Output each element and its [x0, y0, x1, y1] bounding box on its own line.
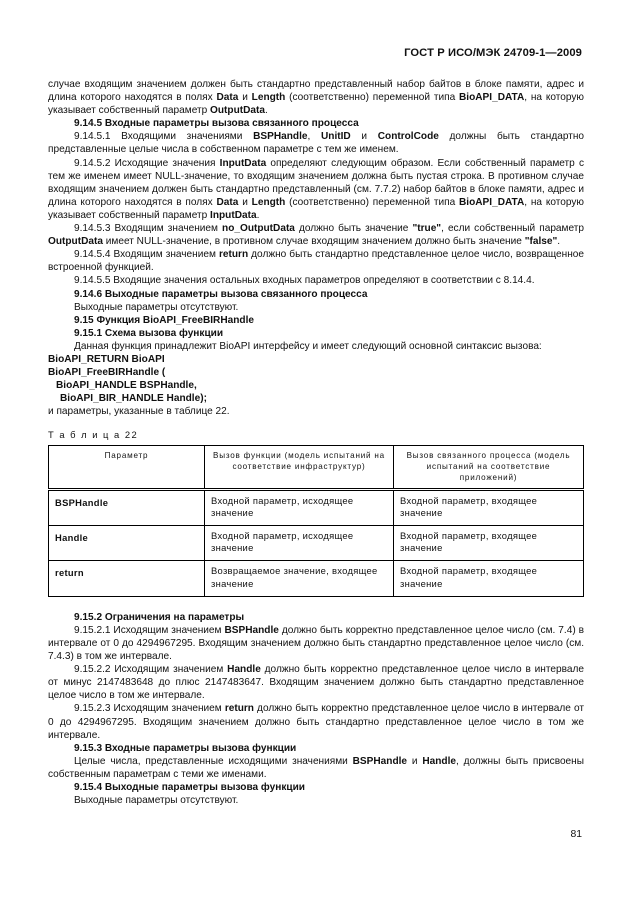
paragraph [48, 130, 584, 156]
text-run: и [407, 755, 423, 767]
text-run: определяют следующим образом. Если собственный параметр с тем же именем имеет NULL-значение, то входящим значением должна быть пустая строка. В противном случае входящим значением должен быть стандартно представленный (см. 7.7.2) набор байтов в блоке памяти, адрес и длина которого находятся в полях [48, 157, 584, 208]
page-number: 81 [570, 829, 582, 840]
text-run: . [264, 105, 268, 117]
text-run: и параметры, указанные в таблице 22. [48, 406, 230, 418]
text-run: 9.14.5.1 Входящими значениями [74, 131, 254, 143]
text-run: 9.14.5.3 Входящим значением [74, 223, 223, 235]
section-heading [48, 742, 584, 755]
text-run: 9.15.2.3 Исходящим значением [74, 703, 225, 715]
text-run: случае входящим значением должен быть стандартно представленный набор байтов в блоке памяти, адрес и длина которого находятся в полях [48, 79, 584, 104]
paragraph [48, 301, 584, 314]
table-cell: Входной параметр, входящее значение [394, 525, 584, 560]
paragraph [48, 624, 584, 663]
table-cell: Входной параметр, входящее значение [394, 489, 584, 525]
bold-term: 9.14.6 Выходные параметры вызова связанного процесса [74, 288, 368, 300]
text-run: , на которую указывает собственный параметр [48, 196, 585, 221]
bold-term: BioAPI_DATA [459, 196, 525, 208]
text-run: Целые числа, представленные исходящими значениями [74, 755, 353, 767]
document-body [48, 78, 584, 807]
parameters-table [48, 445, 584, 597]
section-heading [48, 288, 584, 301]
table-cell: BSPHandle [49, 489, 205, 525]
bold-term: 9.14.5 Входные параметры вызова связанного процесса [74, 118, 359, 130]
bold-term: return [218, 249, 249, 261]
text-run: и [238, 196, 252, 208]
table-row [49, 489, 584, 525]
text-run: должно быть корректно представленное целое число в интервале от 0 до 4294967295. Входящим значением должно быть стандартно представленное целое число в том же интервале. [48, 703, 584, 741]
code-line: BioAPI_HANDLE BSPHandle, [56, 380, 197, 392]
bold-term: ControlCode [377, 131, 439, 143]
paragraph [48, 702, 584, 741]
table-row [49, 525, 584, 560]
bold-term: 9.15.4 Выходные параметры вызова функции [74, 781, 306, 793]
text-run: (соответственно) переменной типа [285, 92, 459, 104]
bold-term: InputData [210, 209, 257, 221]
text-run: Выходные параметры отсутствуют. [74, 795, 239, 807]
code-line: BioAPI_FreeBIRHandle ( [48, 367, 166, 379]
table-header-cell: Параметр [49, 445, 205, 489]
text-run: , если собственный параметр [441, 223, 584, 235]
paragraph [48, 157, 584, 222]
paragraph [48, 794, 584, 807]
text-run: должны быть стандартно представленные целые числа в собственном параметре с тем же именем. [48, 131, 585, 156]
bold-term: return [224, 703, 254, 715]
bold-term: BioAPI_DATA [459, 92, 525, 104]
text-run: должно быть значение [294, 223, 413, 235]
bold-term: UnitID [321, 131, 351, 143]
table-cell: Входной параметр, исходящее значение [205, 489, 394, 525]
table-header-cell: Вызов связанного процесса (модель испытаний на соответствие приложений) [394, 445, 584, 489]
paragraph [48, 663, 584, 702]
paragraph [48, 274, 584, 287]
text-run: , должны быть присвоены собственным параметрам с теми же именами. [48, 755, 584, 780]
text-run: 9.14.5.2 Исходящие значения [74, 157, 220, 169]
text-run: Выходные параметры отсутствуют. [74, 301, 239, 313]
table-cell: Handle [49, 525, 205, 560]
bold-term: OutputData [210, 105, 265, 117]
paragraph [48, 222, 584, 248]
text-run: , на которую указывает собственный параметр [48, 92, 585, 117]
bold-term: Data [216, 92, 239, 104]
text-run: должно быть корректно представленное целое число (см. 7.4) в интервале от 0 до 4294967295. Входящим значением должно быть стандартно представленное целое число (см. 7.4.3) в том же интервале. [48, 624, 585, 663]
bold-term: Length [251, 92, 286, 104]
section-heading [48, 117, 584, 130]
table-cell: Входной параметр, исходящее значение [205, 525, 394, 560]
text-run: 9.15.2.1 Исходящим значением [74, 624, 225, 636]
text-run: имеет NULL-значение, в противном случае входящим значением должно быть значение [102, 236, 525, 248]
text-run: . [256, 209, 260, 221]
spacer [48, 597, 584, 611]
bold-term: BSPHandle [253, 131, 308, 143]
table-header-cell: Вызов функции (модель испытаний на соответствие инфраструктур) [205, 445, 394, 489]
bold-term: BSPHandle [352, 755, 408, 767]
text-run: , [307, 131, 321, 143]
bold-term: "false" [524, 236, 558, 248]
bold-term: Data [216, 196, 239, 208]
text-run: должно быть стандартно представленное целое число, возвращенное встроенной функцией. [48, 249, 585, 274]
section-heading [48, 781, 584, 794]
text-run: Данная функция принадлежит BioAPI интерфейсу и имеет следующий основной синтаксис вызова: [74, 340, 542, 352]
text-run: . [557, 236, 561, 248]
text-run: должно быть корректно представленное целое число в интервале от минус 2147483648 до плюс 2147483647. Входящим значением должно быть стандартно представленное целое число в том же интервале. [48, 664, 584, 702]
table-caption: Т а б л и ц а 22 [48, 429, 139, 441]
section-heading [48, 314, 584, 327]
bold-term: 9.15 Функция BioAPI_FreeBIRHandle [74, 314, 254, 326]
text-run: (соответственно) переменной типа [285, 196, 459, 208]
bold-term: Length [251, 196, 286, 208]
text-run: и [350, 131, 378, 143]
code-line: BioAPI_RETURN BioAPI [48, 353, 165, 365]
bold-term: 9.15.2 Ограничения на параметры [74, 611, 245, 623]
bold-term: no_OutputData [222, 223, 295, 235]
table-header-row [49, 445, 584, 489]
paragraph [48, 755, 584, 781]
text-run: и [238, 92, 252, 104]
running-header: ГОСТ Р ИСО/МЭК 24709-1—2009 [404, 47, 582, 59]
bold-term: 9.15.3 Входные параметры вызова функции [74, 742, 297, 754]
bold-term: Handle [422, 755, 456, 767]
bold-term: OutputData [48, 236, 103, 248]
table-cell: return [49, 561, 205, 596]
bold-term: BSPHandle [224, 624, 279, 636]
text-section-top [48, 78, 584, 418]
bold-term: "true" [412, 223, 442, 235]
section-heading [48, 611, 584, 624]
paragraph [48, 340, 584, 353]
table-cell: Возвращаемое значение, входящее значение [205, 561, 394, 596]
paragraph [48, 248, 584, 274]
text-run: 9.14.5.4 Входящим значением [74, 249, 219, 261]
table-cell: Входной параметр, входящее значение [394, 561, 584, 596]
text-run: 9.14.5.5 Входящие значения остальных входных параметров определяют в соответствии с 8.14.4. [74, 275, 535, 287]
paragraph [48, 78, 584, 117]
bold-term: Handle [227, 664, 261, 676]
text-section-bottom [48, 611, 584, 807]
paragraph [48, 405, 584, 418]
bold-term: 9.15.1 Схема вызова функции [74, 327, 224, 339]
table-row [49, 561, 584, 596]
bold-term: InputData [219, 157, 267, 169]
text-run: 9.15.2.2 Исходящим значением [74, 664, 228, 676]
section-heading [48, 327, 584, 340]
code-line: BioAPI_BIR_HANDLE Handle); [60, 393, 207, 405]
